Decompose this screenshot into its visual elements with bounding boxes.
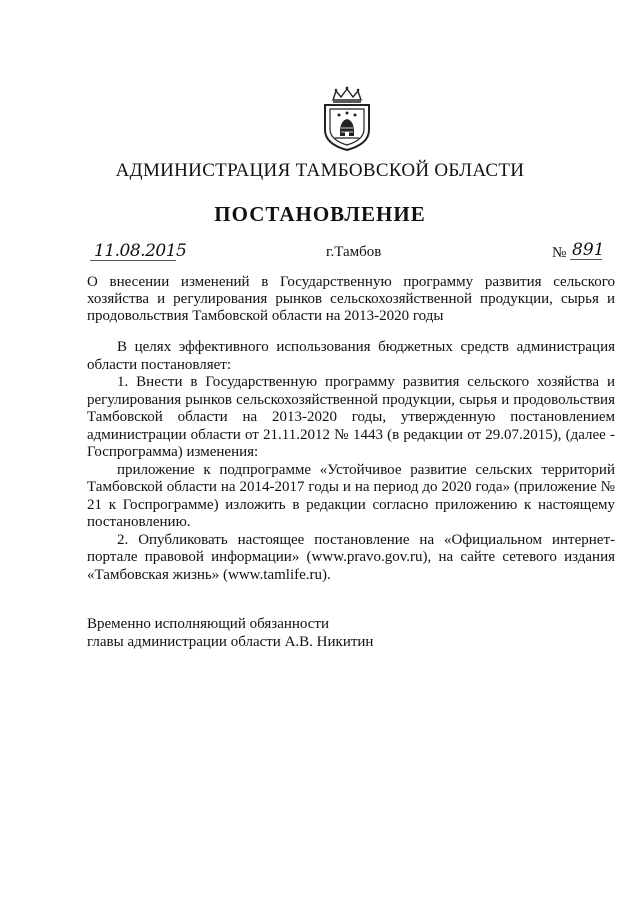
date-underline <box>90 260 176 261</box>
authority-title: АДМИНИСТРАЦИЯ ТАМБОВСКОЙ ОБЛАСТИ <box>115 160 525 181</box>
body-paragraph: 1. Внести в Государственную программу развития сельского хозяйства и регулирования рынков сельскохозяйственной продукции, сырья и продовольствия Тамбовской области на 2013-2020 годы, утвержденную постановлением администрации области от 21.11.2012 № 1443 (в редакции от 29.07.2015), (далее - Госпрограмма) изменения: <box>87 374 615 460</box>
document-number: 891 <box>572 240 605 260</box>
document-body <box>87 339 615 584</box>
body-paragraph: В целях эффективного использования бюджетных средств администрация области постановляет: <box>87 339 615 373</box>
document-type-heading: ПОСТАНОВЛЕНИЕ <box>214 202 426 226</box>
number-prefix: № <box>552 245 567 261</box>
signature-name: главы администрации области А.В. Никитин <box>87 634 374 650</box>
document-date: 11.08.2015 <box>94 241 187 261</box>
tambov-coat-of-arms-icon <box>320 86 374 152</box>
body-paragraph: приложение к подпрограмме «Устойчивое развитие сельских территорий Тамбовской области на 2014-2017 годы и на период до 2020 года» (приложение № 21 к Госпрограмме) изложить в редакции согласно приложению к настоящему постановлению. <box>87 461 615 530</box>
document-subject: О внесении изменений в Государственную программу развития сельского хозяйства и регулирования рынков сельскохозяйственной продукции, сырья и продовольствия Тамбовской области на 2013-2020 годы <box>87 274 615 324</box>
signature-position: Временно исполняющий обязанности <box>87 616 330 632</box>
number-underline <box>570 259 602 260</box>
body-paragraph: 2. Опубликовать настоящее постановление на «Официальном интернет-портале правовой информации» (www.pravo.gov.ru), на сайте сетевого издания «Тамбовская жизнь» (www.tamlife.ru). <box>87 531 615 583</box>
document-city: г.Тамбов <box>326 244 382 260</box>
signature-block <box>87 615 487 651</box>
